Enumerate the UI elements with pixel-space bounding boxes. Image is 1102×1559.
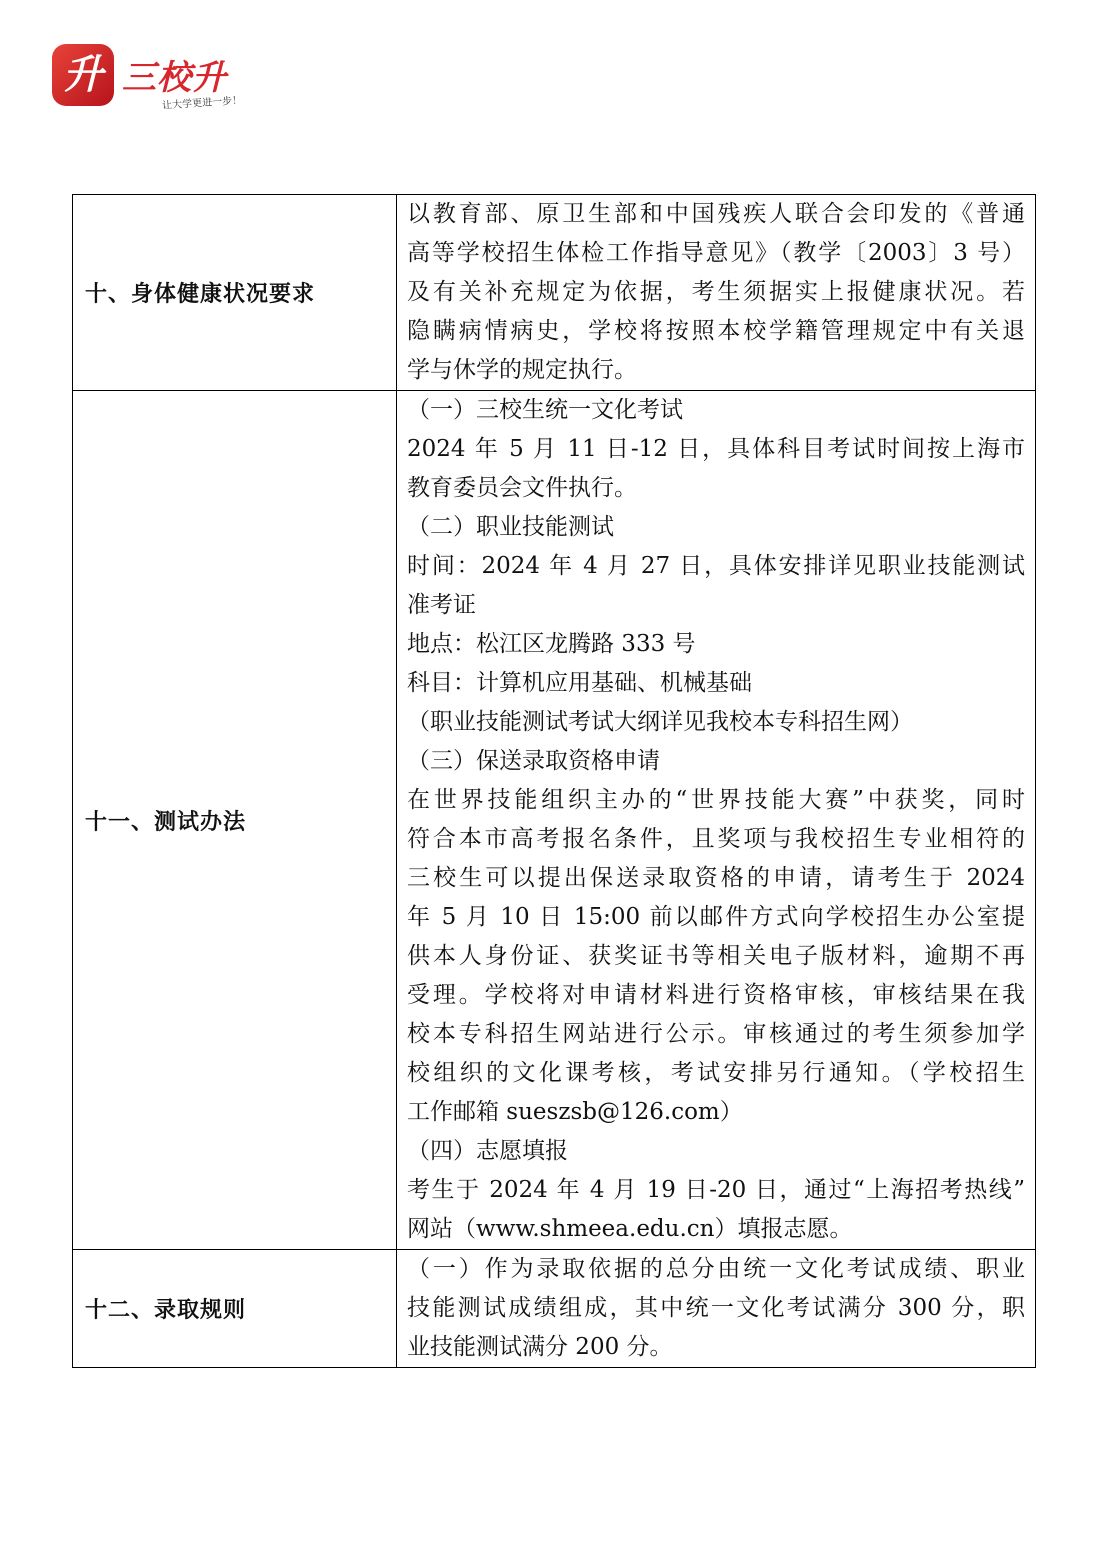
text-line: 考生于 2024 年 4 月 19 日-20 日，通过“上海招考热线”	[407, 1177, 1025, 1203]
text-line: （三）保送录取资格申请	[407, 748, 660, 774]
text-line: 及有关补充规定为依据，考生须据实上报健康状况。若	[407, 279, 1025, 305]
text-line: 校组织的文化课考核，考试安排另行通知。（学校招生	[407, 1060, 1025, 1086]
row-content	[397, 1250, 1036, 1368]
text-line: 业技能测试满分 200 分。	[407, 1334, 673, 1360]
logo	[52, 44, 252, 114]
row-content	[397, 195, 1036, 391]
text-line: 隐瞒病情病史，学校将按照本校学籍管理规定中有关退	[407, 318, 1025, 344]
text-line: （一）作为录取依据的总分由统一文化考试成绩、职业	[407, 1256, 1025, 1282]
text-line: 时间：2024 年 4 月 27 日，具体安排详见职业技能测试	[407, 553, 1025, 579]
text-line: 三校生可以提出保送录取资格的申请，请考生于 2024	[407, 865, 1025, 891]
text-line: 地点：松江区龙腾路 333 号	[407, 631, 696, 657]
text-line: 受理。学校将对申请材料进行资格审核，审核结果在我	[407, 982, 1025, 1008]
text-line: 准考证	[407, 592, 476, 618]
table-row	[73, 195, 1036, 391]
text-line: （一）三校生统一文化考试	[407, 397, 683, 423]
text-line: 供本人身份证、获奖证书等相关电子版材料，逾期不再	[407, 943, 1025, 969]
text-line: （二）职业技能测试	[407, 514, 614, 540]
text-line: 网站（www.shmeea.edu.cn）填报志愿。	[407, 1216, 853, 1242]
text-line: 工作邮箱 sueszsb@126.com）	[407, 1099, 743, 1125]
text-line: 教育委员会文件执行。	[407, 475, 637, 501]
requirements-table	[72, 194, 1036, 1368]
logo-mark: 升	[52, 44, 114, 106]
row-heading: 十、身体健康状况要求	[73, 195, 397, 391]
logo-slogan: 让大学更进一步！	[161, 95, 243, 112]
text-line: （四）志愿填报	[407, 1138, 568, 1164]
text-line: 以教育部、原卫生部和中国残疾人联合会印发的《普通	[407, 201, 1025, 227]
logo-name: 三校升	[122, 58, 227, 98]
text-line: 科目：计算机应用基础、机械基础	[407, 670, 752, 696]
text-line: 在世界技能组织主办的“世界技能大赛”中获奖，同时	[407, 787, 1025, 813]
text-line: 高等学校招生体检工作指导意见》（教学〔2003〕3 号）	[407, 240, 1025, 266]
text-line: （职业技能测试考试大纲详见我校本专科招生网）	[407, 709, 913, 735]
table-row	[73, 391, 1036, 1250]
text-line: 年 5 月 10 日 15:00 前以邮件方式向学校招生办公室提	[407, 904, 1025, 930]
text-line: 学与休学的规定执行。	[407, 357, 637, 383]
text-line: 符合本市高考报名条件，且奖项与我校招生专业相符的	[407, 826, 1025, 852]
row-content	[397, 391, 1036, 1250]
text-line: 校本专科招生网站进行公示。审核通过的考生须参加学	[407, 1021, 1025, 1047]
row-heading: 十二、录取规则	[73, 1250, 397, 1368]
row-heading: 十一、测试办法	[73, 391, 397, 1250]
table-row	[73, 1250, 1036, 1368]
text-line: 技能测试成绩组成，其中统一文化考试满分 300 分，职	[407, 1295, 1025, 1321]
text-line: 2024 年 5 月 11 日-12 日，具体科目考试时间按上海市	[407, 436, 1025, 462]
